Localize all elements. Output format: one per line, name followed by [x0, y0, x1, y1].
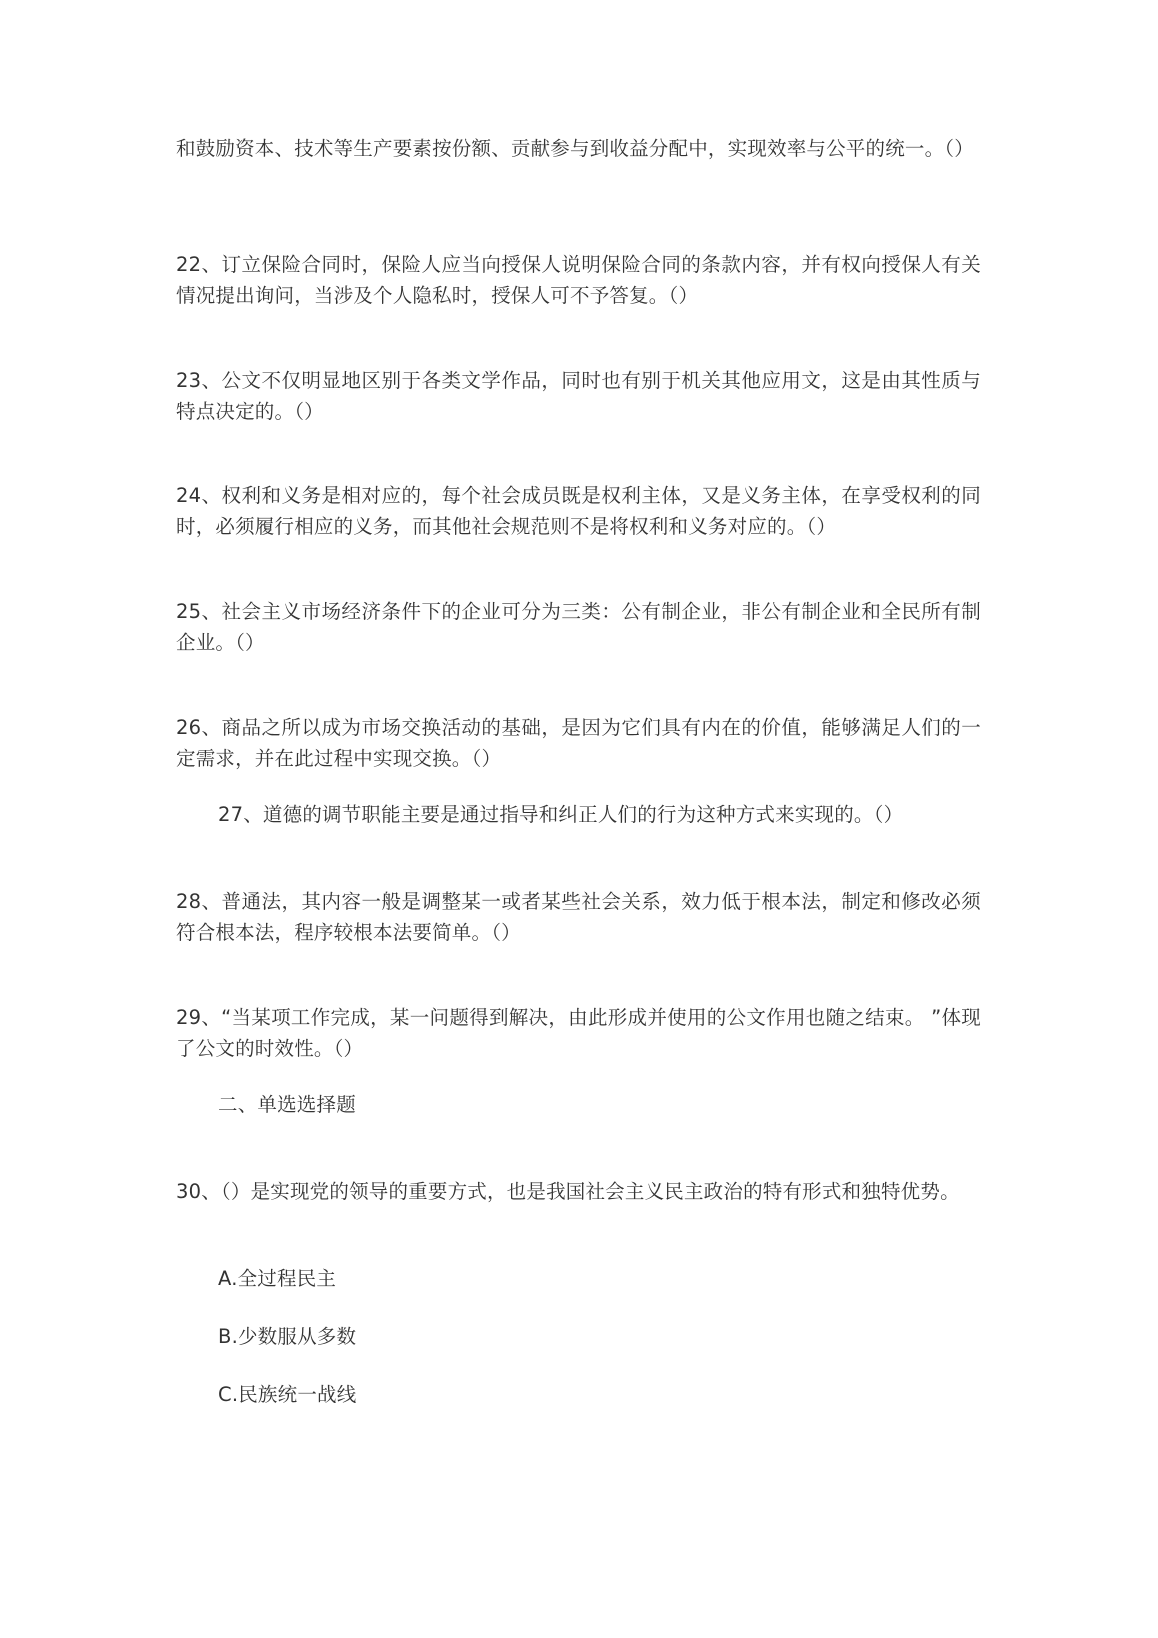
question-21-continuation: 和鼓励资本、技术等生产要素按份额、贡献参与到收益分配中，实现效率与公平的统一。（）	[176, 137, 974, 160]
section-heading-single-choice: 二、单选选择题	[218, 1093, 356, 1116]
question-27: 27、道德的调节职能主要是通过指导和纠正人们的行为这种方式来实现的。（）	[218, 803, 904, 826]
question-28: 28、普通法，其内容一般是调整某一或者某些社会关系，效力低于根本法，制定和修改必须符合根本法，程序较根本法要简单。（）	[176, 890, 981, 944]
question-22: 22、订立保险合同时，保险人应当向授保人说明保险合同的条款内容，并有权向授保人有关情况提出询问，当涉及个人隐私时，授保人可不予答复。（）	[176, 253, 981, 307]
question-24: 24、权利和义务是相对应的，每个社会成员既是权利主体，又是义务主体，在享受权利的同时，必须履行相应的义务，而其他社会规范则不是将权利和义务对应的。（）	[176, 484, 981, 538]
question-29: 29、“当某项工作完成，某一问题得到解决，由此形成并使用的公文作用也随之结束。 ”体现了公文的时效性。（）	[176, 1006, 981, 1060]
question-25: 25、社会主义市场经济条件下的企业可分为三类：公有制企业，非公有制企业和全民所有制企业。（）	[176, 600, 981, 654]
question-30: 30、（）是实现党的领导的重要方式，也是我国社会主义民主政治的特有形式和独特优势。	[176, 1180, 960, 1203]
option-c: C.民族统一战线	[218, 1383, 357, 1406]
option-b: B.少数服从多数	[218, 1325, 357, 1348]
question-26: 26、商品之所以成为市场交换活动的基础，是因为它们具有内在的价值，能够满足人们的一定需求，并在此过程中实现交换。（）	[176, 716, 981, 770]
option-a: A.全过程民主	[218, 1267, 337, 1290]
question-23: 23、公文不仅明显地区别于各类文学作品，同时也有别于机关其他应用文，这是由其性质与特点决定的。（）	[176, 369, 981, 423]
